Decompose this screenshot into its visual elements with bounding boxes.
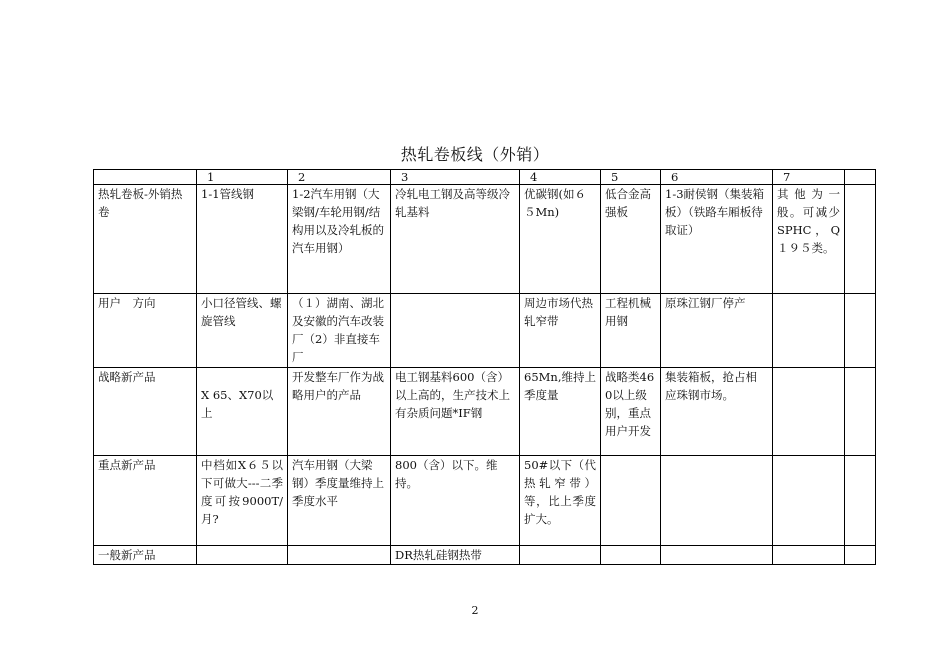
page-number: 2 bbox=[471, 604, 479, 617]
table-cell: 50#以下（代热轧窄带）等，比上季度 扩大。 bbox=[520, 456, 601, 546]
page-title: 热轧卷板线（外销） bbox=[400, 145, 550, 164]
table-cell: 中档如X６５以下可做大---二季度可按9000T/月? bbox=[197, 456, 288, 546]
table-cell bbox=[845, 368, 876, 456]
table-cell: 冷轧电工钢及高等级冷轧基料 bbox=[391, 185, 520, 294]
table-cell bbox=[845, 546, 876, 565]
table-cell bbox=[773, 456, 845, 546]
table-cell: 800（含）以下。维持。 bbox=[391, 456, 520, 546]
table-cell bbox=[601, 546, 661, 565]
table-cell bbox=[845, 185, 876, 294]
column-header bbox=[94, 170, 197, 185]
table-cell bbox=[773, 546, 845, 565]
table-cell: 其他为一般。可减少SPHC，Q１９５类。 bbox=[773, 185, 845, 294]
table-cell bbox=[773, 368, 845, 456]
column-header bbox=[845, 170, 876, 185]
table-cell: 电工钢基料600（含）以上高的，生产技术上有杂质问题*IF钢 bbox=[391, 368, 520, 456]
table-cell: 65Mn,维持上季度量 bbox=[520, 368, 601, 456]
table-cell: DR热轧硅钢热带 bbox=[391, 546, 520, 565]
column-header: 1 bbox=[197, 170, 288, 185]
column-header: 7 bbox=[773, 170, 845, 185]
table-cell: 汽车用钢（大梁钢）季度量维持上季度水平 bbox=[288, 456, 391, 546]
table-cell: 工程机械用钢 bbox=[601, 294, 661, 368]
table-cell bbox=[845, 294, 876, 368]
table-cell bbox=[391, 294, 520, 368]
table-cell: 原珠江钢厂停产 bbox=[661, 294, 773, 368]
table-cell bbox=[661, 546, 773, 565]
table-row bbox=[94, 185, 876, 294]
column-header: 4 bbox=[520, 170, 601, 185]
row-label: 一般新产品 bbox=[94, 546, 197, 565]
table-cell: X 65、X70以上 bbox=[197, 368, 288, 456]
table-cell: 战略类460以上级别，重点用户开发 bbox=[601, 368, 661, 456]
row-label: 重点新产品 bbox=[94, 456, 197, 546]
table-cell: 开发整车厂作为战略用户的产品 bbox=[288, 368, 391, 456]
table-cell bbox=[845, 456, 876, 546]
table-cell: 小口径管线、螺旋管线 bbox=[197, 294, 288, 368]
table-cell: 1-3耐侯钢（集装箱板）（铁路车厢板待取证） bbox=[661, 185, 773, 294]
column-header: 2 bbox=[288, 170, 391, 185]
table-cell: 1-2汽车用钢（大梁钢/车轮用钢/结构用以及冷轧板的汽车用钢） bbox=[288, 185, 391, 294]
row-label: 热轧卷板-外销热卷 bbox=[94, 185, 197, 294]
table-cell bbox=[661, 456, 773, 546]
table-cell: 1-1管线钢 bbox=[197, 185, 288, 294]
table-header-row bbox=[94, 170, 876, 185]
table-cell bbox=[288, 546, 391, 565]
table-cell: 集装箱板，抢占相应珠钢市场。 bbox=[661, 368, 773, 456]
table-cell bbox=[773, 294, 845, 368]
table-row bbox=[94, 456, 876, 546]
row-label: 用户 方向 bbox=[94, 294, 197, 368]
table-row bbox=[94, 294, 876, 368]
product-table bbox=[93, 169, 876, 565]
table-cell: 低合金高强板 bbox=[601, 185, 661, 294]
column-header: 5 bbox=[601, 170, 661, 185]
row-label: 战略新产品 bbox=[94, 368, 197, 456]
column-header: 6 bbox=[661, 170, 773, 185]
table-row bbox=[94, 368, 876, 456]
table-cell: 优碳钢(如６５Mn) bbox=[520, 185, 601, 294]
table-cell bbox=[197, 546, 288, 565]
table-row bbox=[94, 546, 876, 565]
table-cell bbox=[520, 546, 601, 565]
table-cell: 周边市场代热轧窄带 bbox=[520, 294, 601, 368]
table-cell bbox=[601, 456, 661, 546]
column-header: 3 bbox=[391, 170, 520, 185]
table-cell: （１）湖南、湖北及安徽的汽车改装厂（2）非直接车厂 bbox=[288, 294, 391, 368]
